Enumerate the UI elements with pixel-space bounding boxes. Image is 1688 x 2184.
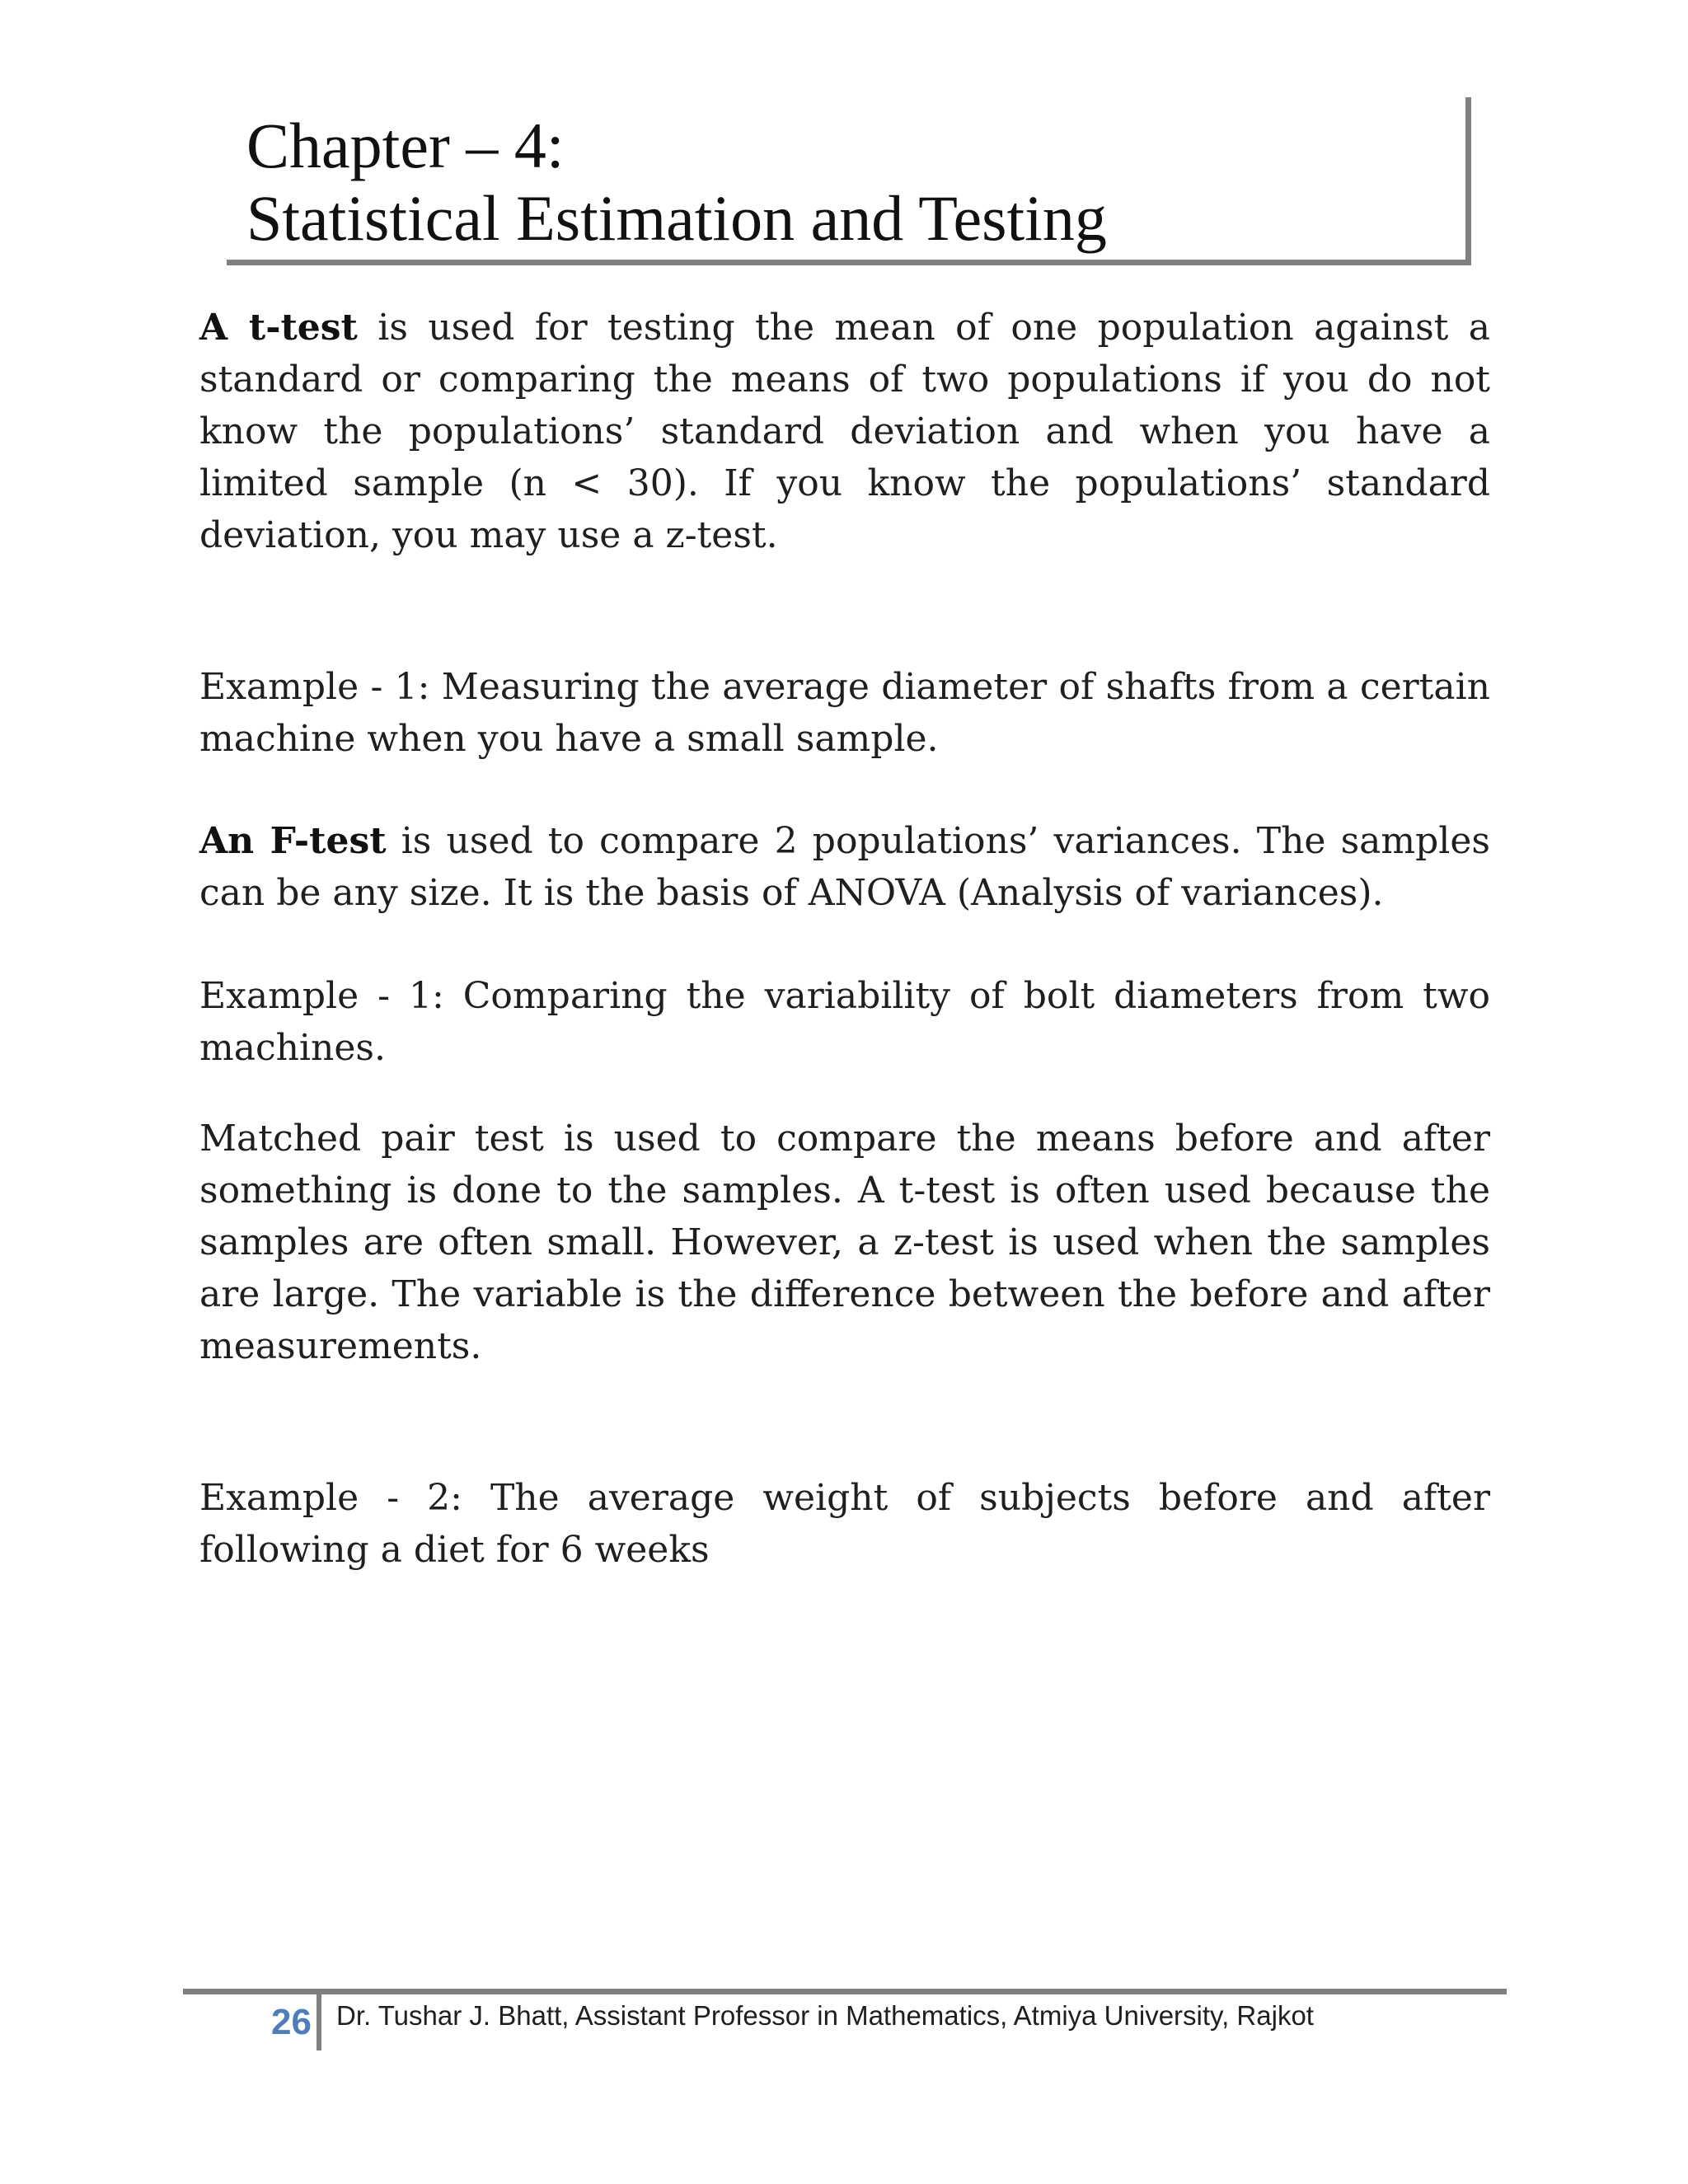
ftest-example-section bbox=[199, 970, 1490, 1074]
chapter-title bbox=[246, 110, 1107, 255]
header-vertical-rule bbox=[1465, 97, 1471, 265]
chapter-header bbox=[227, 97, 1471, 265]
ttest-example: Example - 1: Measuring the average diameter of shafts from a certain machine when you have a small sample. bbox=[199, 666, 1490, 760]
ttest-description: is used for testing the mean of one population against a standard or comparing the means of two populations if you do not know the populations’ standard deviation and when you have a limited sample (n < 30). If you know the populations’ standard deviation, you may use a z-test. bbox=[199, 307, 1490, 556]
header-horizontal-rule bbox=[227, 260, 1471, 265]
ftest-term: An F-test bbox=[199, 820, 387, 862]
ftest-description: is used to compare 2 populations’ variances. The samples can be any size. It is the basis of ANOVA (Analysis of variances). bbox=[199, 820, 1490, 914]
matched-pair-paragraph: Matched pair test is used to compare the means before and after something is done to the samples. A t-test is often used because the samples are often small. However, a z-test is used when the samples are large. The variable is the difference between the before and after measurements. bbox=[199, 1118, 1490, 1367]
matched-example-section bbox=[199, 1472, 1490, 1576]
ftest-section bbox=[199, 815, 1490, 919]
page-number: 26 bbox=[271, 2002, 312, 2042]
footer-rule bbox=[183, 1989, 1507, 1994]
ttest-term: A t-test bbox=[199, 307, 358, 349]
matched-pair-section bbox=[199, 1113, 1490, 1372]
chapter-number: Chapter – 4: bbox=[246, 110, 565, 181]
ftest-paragraph bbox=[199, 815, 1490, 919]
footer-divider bbox=[316, 1993, 321, 2050]
chapter-name: Statistical Estimation and Testing bbox=[246, 182, 1107, 254]
footer-author: Dr. Tushar J. Bhatt, Assistant Professor in Mathematics, Atmiya University, Rajkot bbox=[336, 2000, 1314, 2031]
ftest-example: Example - 1: Comparing the variability of bolt diameters from two machines. bbox=[199, 975, 1490, 1069]
ttest-section bbox=[199, 302, 1490, 561]
ttest-paragraph bbox=[199, 302, 1490, 561]
ttest-example-section bbox=[199, 661, 1490, 765]
matched-pair-example: Example - 2: The average weight of subjects before and after following a diet for 6 weeks bbox=[199, 1477, 1490, 1571]
